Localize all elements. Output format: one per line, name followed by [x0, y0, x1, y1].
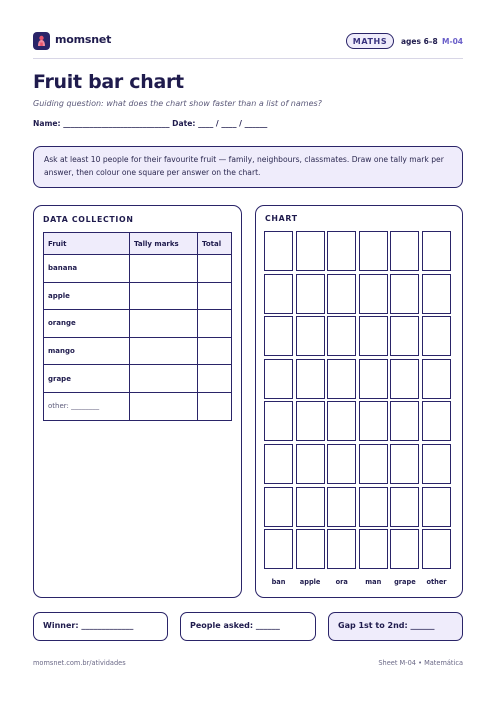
chart-square[interactable] [296, 444, 325, 484]
page-title: Fruit bar chart [33, 71, 184, 93]
chart-square[interactable] [390, 529, 419, 569]
chart-square[interactable] [390, 444, 419, 484]
chart-square[interactable] [296, 401, 325, 441]
chart-title: CHART [265, 214, 298, 223]
sheet-code: M-04 [442, 37, 464, 46]
chart-square[interactable] [264, 401, 293, 441]
chart-square[interactable] [264, 316, 293, 356]
chart-square[interactable] [264, 359, 293, 399]
total-cell[interactable] [198, 282, 232, 310]
chart-square[interactable] [422, 359, 451, 399]
chart-square[interactable] [390, 316, 419, 356]
chart-grid [264, 231, 453, 573]
table-row [44, 282, 232, 310]
total-cell[interactable] [198, 392, 232, 420]
data-collection-title: DATA COLLECTION [43, 215, 134, 224]
chart-square[interactable] [327, 231, 356, 271]
chart-square[interactable] [327, 316, 356, 356]
tally-cell[interactable] [130, 392, 198, 420]
chart-square[interactable] [296, 274, 325, 314]
chart-square[interactable] [359, 231, 388, 271]
brand-name: momsnet [55, 33, 112, 46]
chart-square[interactable] [390, 231, 419, 271]
chart-square[interactable] [422, 401, 451, 441]
chart-category-label: ora [335, 578, 348, 586]
table-row [44, 310, 232, 338]
chart-square[interactable] [422, 231, 451, 271]
fruit-label: apple [44, 282, 130, 310]
table-row [44, 337, 232, 365]
fruit-label-other[interactable]: other: ________ [44, 392, 130, 420]
subject-badge: MATHS [346, 33, 394, 49]
chart-square[interactable] [390, 401, 419, 441]
table-row [44, 392, 232, 420]
chart-square[interactable] [390, 487, 419, 527]
chart-square[interactable] [327, 444, 356, 484]
chart-square[interactable] [359, 316, 388, 356]
tally-cell[interactable] [130, 365, 198, 393]
chart-square[interactable] [264, 529, 293, 569]
chart-square[interactable] [296, 487, 325, 527]
chart-square[interactable] [422, 529, 451, 569]
column-header-total: Total [198, 233, 232, 255]
chart-square[interactable] [264, 231, 293, 271]
tally-cell[interactable] [130, 337, 198, 365]
name-date-line: Name: ____________________________ Date: ____ / ____ / ______ [33, 119, 268, 128]
people-asked-box[interactable]: People asked: ______ [180, 612, 316, 641]
chart-square[interactable] [390, 274, 419, 314]
fruit-label: banana [44, 255, 130, 283]
chart-square[interactable] [296, 359, 325, 399]
tally-cell[interactable] [130, 255, 198, 283]
fruit-label: orange [44, 310, 130, 338]
chart-square[interactable] [359, 274, 388, 314]
chart-square[interactable] [296, 231, 325, 271]
chart-category-label: other [426, 578, 447, 586]
fruit-label: mango [44, 337, 130, 365]
chart-square[interactable] [264, 444, 293, 484]
chart-square[interactable] [359, 359, 388, 399]
chart-square[interactable] [327, 359, 356, 399]
total-cell[interactable] [198, 310, 232, 338]
total-cell[interactable] [198, 337, 232, 365]
chart-square[interactable] [296, 316, 325, 356]
chart-square[interactable] [327, 274, 356, 314]
tally-table [43, 232, 232, 421]
table-row [44, 255, 232, 283]
chart-square[interactable] [422, 444, 451, 484]
chart-category-label: grape [394, 578, 416, 586]
fruit-label: grape [44, 365, 130, 393]
chart-square[interactable] [327, 401, 356, 441]
chart-square[interactable] [422, 274, 451, 314]
instructions-box: Ask at least 10 people for their favourite fruit — family, neighbours, classmates. Draw one tally mark per answer, then colour one square per answer on the chart. [33, 146, 463, 188]
chart-square[interactable] [422, 487, 451, 527]
chart-square[interactable] [296, 529, 325, 569]
gap-box[interactable]: Gap 1st to 2nd: ______ [328, 612, 463, 641]
column-header-tally: Tally marks [130, 233, 198, 255]
chart-category-label: ban [271, 578, 286, 586]
tally-cell[interactable] [130, 282, 198, 310]
total-cell[interactable] [198, 365, 232, 393]
age-range: ages 6–8 [401, 37, 438, 46]
chart-square[interactable] [327, 487, 356, 527]
chart-square[interactable] [359, 444, 388, 484]
chart-square[interactable] [359, 487, 388, 527]
winner-box[interactable]: Winner: _____________ [33, 612, 168, 641]
total-cell[interactable] [198, 255, 232, 283]
chart-category-label: apple [299, 578, 321, 586]
footer-sheet-info: Sheet M-04 • Matemática [378, 659, 463, 667]
column-header-fruit: Fruit [44, 233, 130, 255]
chart-category-label: man [365, 578, 382, 586]
tally-cell[interactable] [130, 310, 198, 338]
chart-square[interactable] [422, 316, 451, 356]
chart-square[interactable] [390, 359, 419, 399]
guiding-question: Guiding question: what does the chart show faster than a list of names? [33, 99, 322, 108]
footer-url: momsnet.com.br/atividades [33, 659, 126, 667]
table-row [44, 365, 232, 393]
chart-square[interactable] [327, 529, 356, 569]
chart-square[interactable] [359, 401, 388, 441]
logo-icon [33, 32, 50, 50]
table-header-row [44, 233, 232, 255]
header-divider [33, 58, 463, 59]
chart-square[interactable] [264, 487, 293, 527]
chart-square[interactable] [359, 529, 388, 569]
chart-square[interactable] [264, 274, 293, 314]
